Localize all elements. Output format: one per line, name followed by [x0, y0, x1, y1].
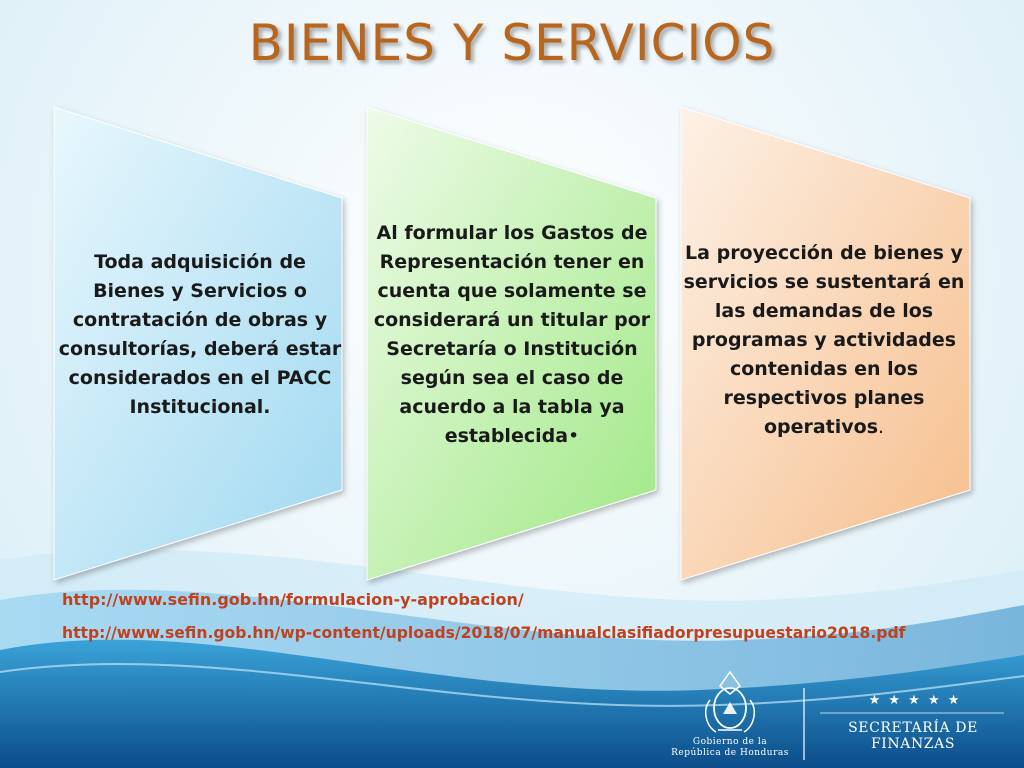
- card-text-3: [682, 195, 966, 485]
- card-3-body: La proyección de bienes y servicios se sustentará en las demandas de los programas y actividades contenidas en los respectivos planes operativos.: [683, 241, 965, 438]
- card-text-2: [370, 190, 654, 480]
- stars-row: ★ ★ ★ ★ ★: [868, 693, 962, 708]
- ministry-name: SECRETARÍA DE FINANZAS: [848, 720, 978, 752]
- gov-line-2: República de Honduras: [671, 748, 789, 758]
- link-formulacion[interactable]: http://www.sefin.gob.hn/formulacion-y-aprobacion/: [62, 590, 524, 609]
- gov-line-1: Gobierno de la: [692, 737, 768, 747]
- government-label: [655, 737, 805, 759]
- link-manual-pdf[interactable]: http://www.sefin.gob.hn/wp-content/uploads/2018/07/manualclasifiadorpresupuestario2018.pdf: [62, 624, 906, 642]
- slide-title: BIENES Y SERVICIOS: [248, 14, 776, 72]
- card-text-1: [58, 190, 342, 480]
- card-3-period: .: [878, 415, 885, 438]
- card-2-body: Al formular los Gastos de Representación tener en cuenta que solamente se considerará un titular por Secretaría o Institución según sea el caso de acuerdo a la tabla ya establecida•: [373, 222, 651, 447]
- card-1-body: Toda adquisición de Bienes y Servicios o contratación de obras y consultorías, deberá estar considerados en el PACC Institucional.: [58, 251, 342, 418]
- card-2-bullet: •: [568, 425, 580, 447]
